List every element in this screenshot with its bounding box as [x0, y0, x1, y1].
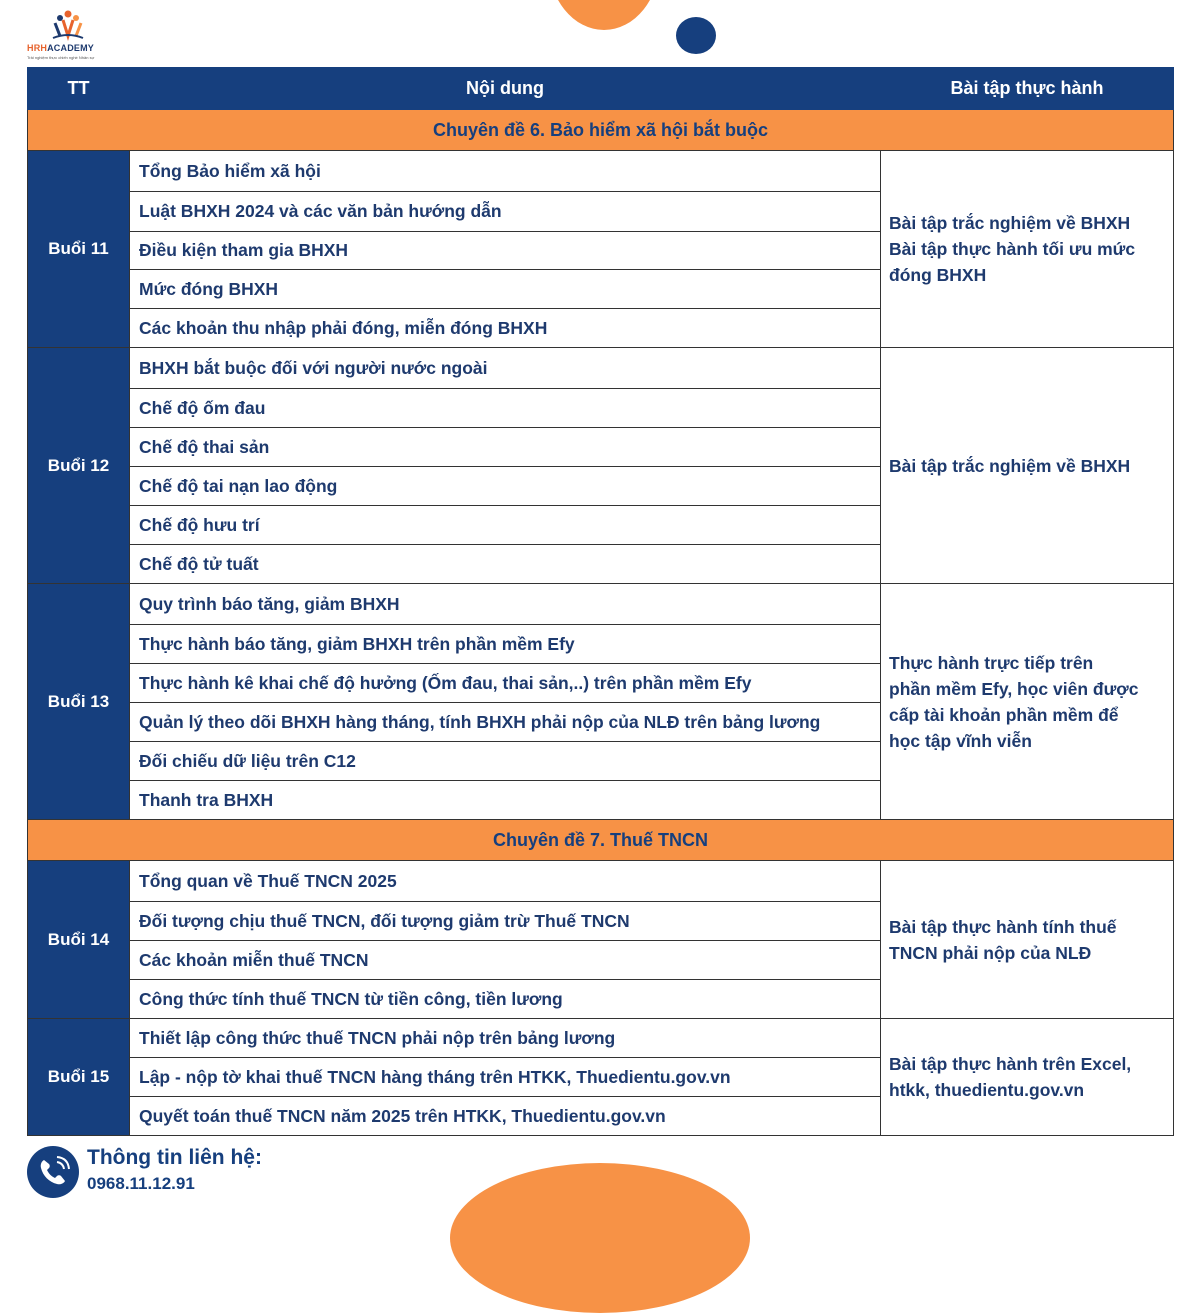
logo-figures-icon — [27, 8, 109, 44]
practice-cell: Bài tập thực hành trên Excel, htkk, thuedientu.gov.vn — [881, 1019, 1174, 1136]
decor-circle-orange-top — [548, 0, 660, 30]
section-row-6 — [28, 110, 1174, 151]
content-item: Luật BHXH 2024 và các văn bản hướng dẫn — [130, 192, 881, 232]
table-row — [28, 861, 1174, 902]
content-item: Đối chiếu dữ liệu trên C12 — [130, 742, 881, 781]
header-tt: TT — [28, 68, 130, 110]
table-row — [28, 1019, 1174, 1058]
session-label: Buổi 11 — [28, 151, 130, 348]
phone-icon[interactable] — [27, 1146, 79, 1198]
content-item: Tổng quan về Thuế TNCN 2025 — [130, 861, 881, 902]
content-item: Điều kiện tham gia BHXH — [130, 232, 881, 270]
content-item: Thanh tra BHXH — [130, 781, 881, 820]
content-item: BHXH bắt buộc đối với người nước ngoài — [130, 348, 881, 389]
session-label: Buổi 12 — [28, 348, 130, 584]
section-title-7: Chuyên đề 7. Thuế TNCN — [28, 820, 1174, 861]
contact-phone[interactable]: 0968.11.12.91 — [87, 1174, 195, 1193]
contact-title: Thông tin liên hệ: — [87, 1146, 262, 1169]
content-item: Đối tượng chịu thuế TNCN, đối tượng giảm trừ Thuế TNCN — [130, 902, 881, 941]
section-row-7 — [28, 820, 1174, 861]
content-item: Thực hành kê khai chế độ hưởng (Ốm đau, thai sản,..) trên phần mềm Efy — [130, 664, 881, 703]
logo-text-academy: ACADEMY — [47, 43, 95, 53]
content-item: Các khoản thu nhập phải đóng, miễn đóng BHXH — [130, 309, 881, 348]
session-label: Buổi 14 — [28, 861, 130, 1019]
table-row — [28, 348, 1174, 389]
content-item: Chế độ tai nạn lao động — [130, 467, 881, 506]
practice-cell: Bài tập thực hành tính thuế TNCN phải nộp của NLĐ — [881, 861, 1174, 1019]
header-practice: Bài tập thực hành — [881, 68, 1174, 110]
practice-cell: Thực hành trực tiếp trên phần mềm Efy, học viên được cấp tài khoản phần mềm để học tập vĩnh viễn — [881, 584, 1174, 820]
content-item: Chế độ hưu trí — [130, 506, 881, 545]
content-item: Quản lý theo dõi BHXH hàng tháng, tính BHXH phải nộp của NLĐ trên bảng lương — [130, 703, 881, 742]
content-item: Chế độ thai sản — [130, 428, 881, 467]
content-item: Thực hành báo tăng, giảm BHXH trên phần mềm Efy — [130, 625, 881, 664]
logo-tagline: Trải nghiệm thực chiến nghề Nhân sự — [27, 55, 95, 60]
content-item: Các khoản miễn thuế TNCN — [130, 941, 881, 980]
header-content: Nội dung — [130, 68, 881, 110]
content-item: Thiết lập công thức thuế TNCN phải nộp trên bảng lương — [130, 1019, 881, 1058]
logo-text-hrh: HRH — [27, 43, 48, 53]
practice-cell: Bài tập trắc nghiệm về BHXH — [881, 348, 1174, 584]
practice-cell: Bài tập trắc nghiệm về BHXH Bài tập thực hành tối ưu mức đóng BHXH — [881, 151, 1174, 348]
table-row — [28, 151, 1174, 192]
content-item: Chế độ ốm đau — [130, 389, 881, 428]
section-title-6: Chuyên đề 6. Bảo hiểm xã hội bắt buộc — [28, 110, 1174, 151]
content-item: Quyết toán thuế TNCN năm 2025 trên HTKK, Thuedientu.gov.vn — [130, 1097, 881, 1136]
decor-circle-orange-bottom — [450, 1163, 750, 1313]
table-row — [28, 584, 1174, 625]
decor-circle-blue-top — [676, 17, 716, 54]
content-item: Công thức tính thuế TNCN từ tiền công, tiền lương — [130, 980, 881, 1019]
content-item: Mức đóng BHXH — [130, 270, 881, 309]
content-item: Tổng Bảo hiểm xã hội — [130, 151, 881, 192]
content-item: Lập - nộp tờ khai thuế TNCN hàng tháng trên HTKK, Thuedientu.gov.vn — [130, 1058, 881, 1097]
session-label: Buổi 15 — [28, 1019, 130, 1136]
content-item: Chế độ tử tuất — [130, 545, 881, 584]
brand-logo — [27, 8, 109, 62]
session-label: Buổi 13 — [28, 584, 130, 820]
table-header-row — [28, 68, 1174, 110]
curriculum-table — [27, 67, 1174, 1136]
content-item: Quy trình báo tăng, giảm BHXH — [130, 584, 881, 625]
